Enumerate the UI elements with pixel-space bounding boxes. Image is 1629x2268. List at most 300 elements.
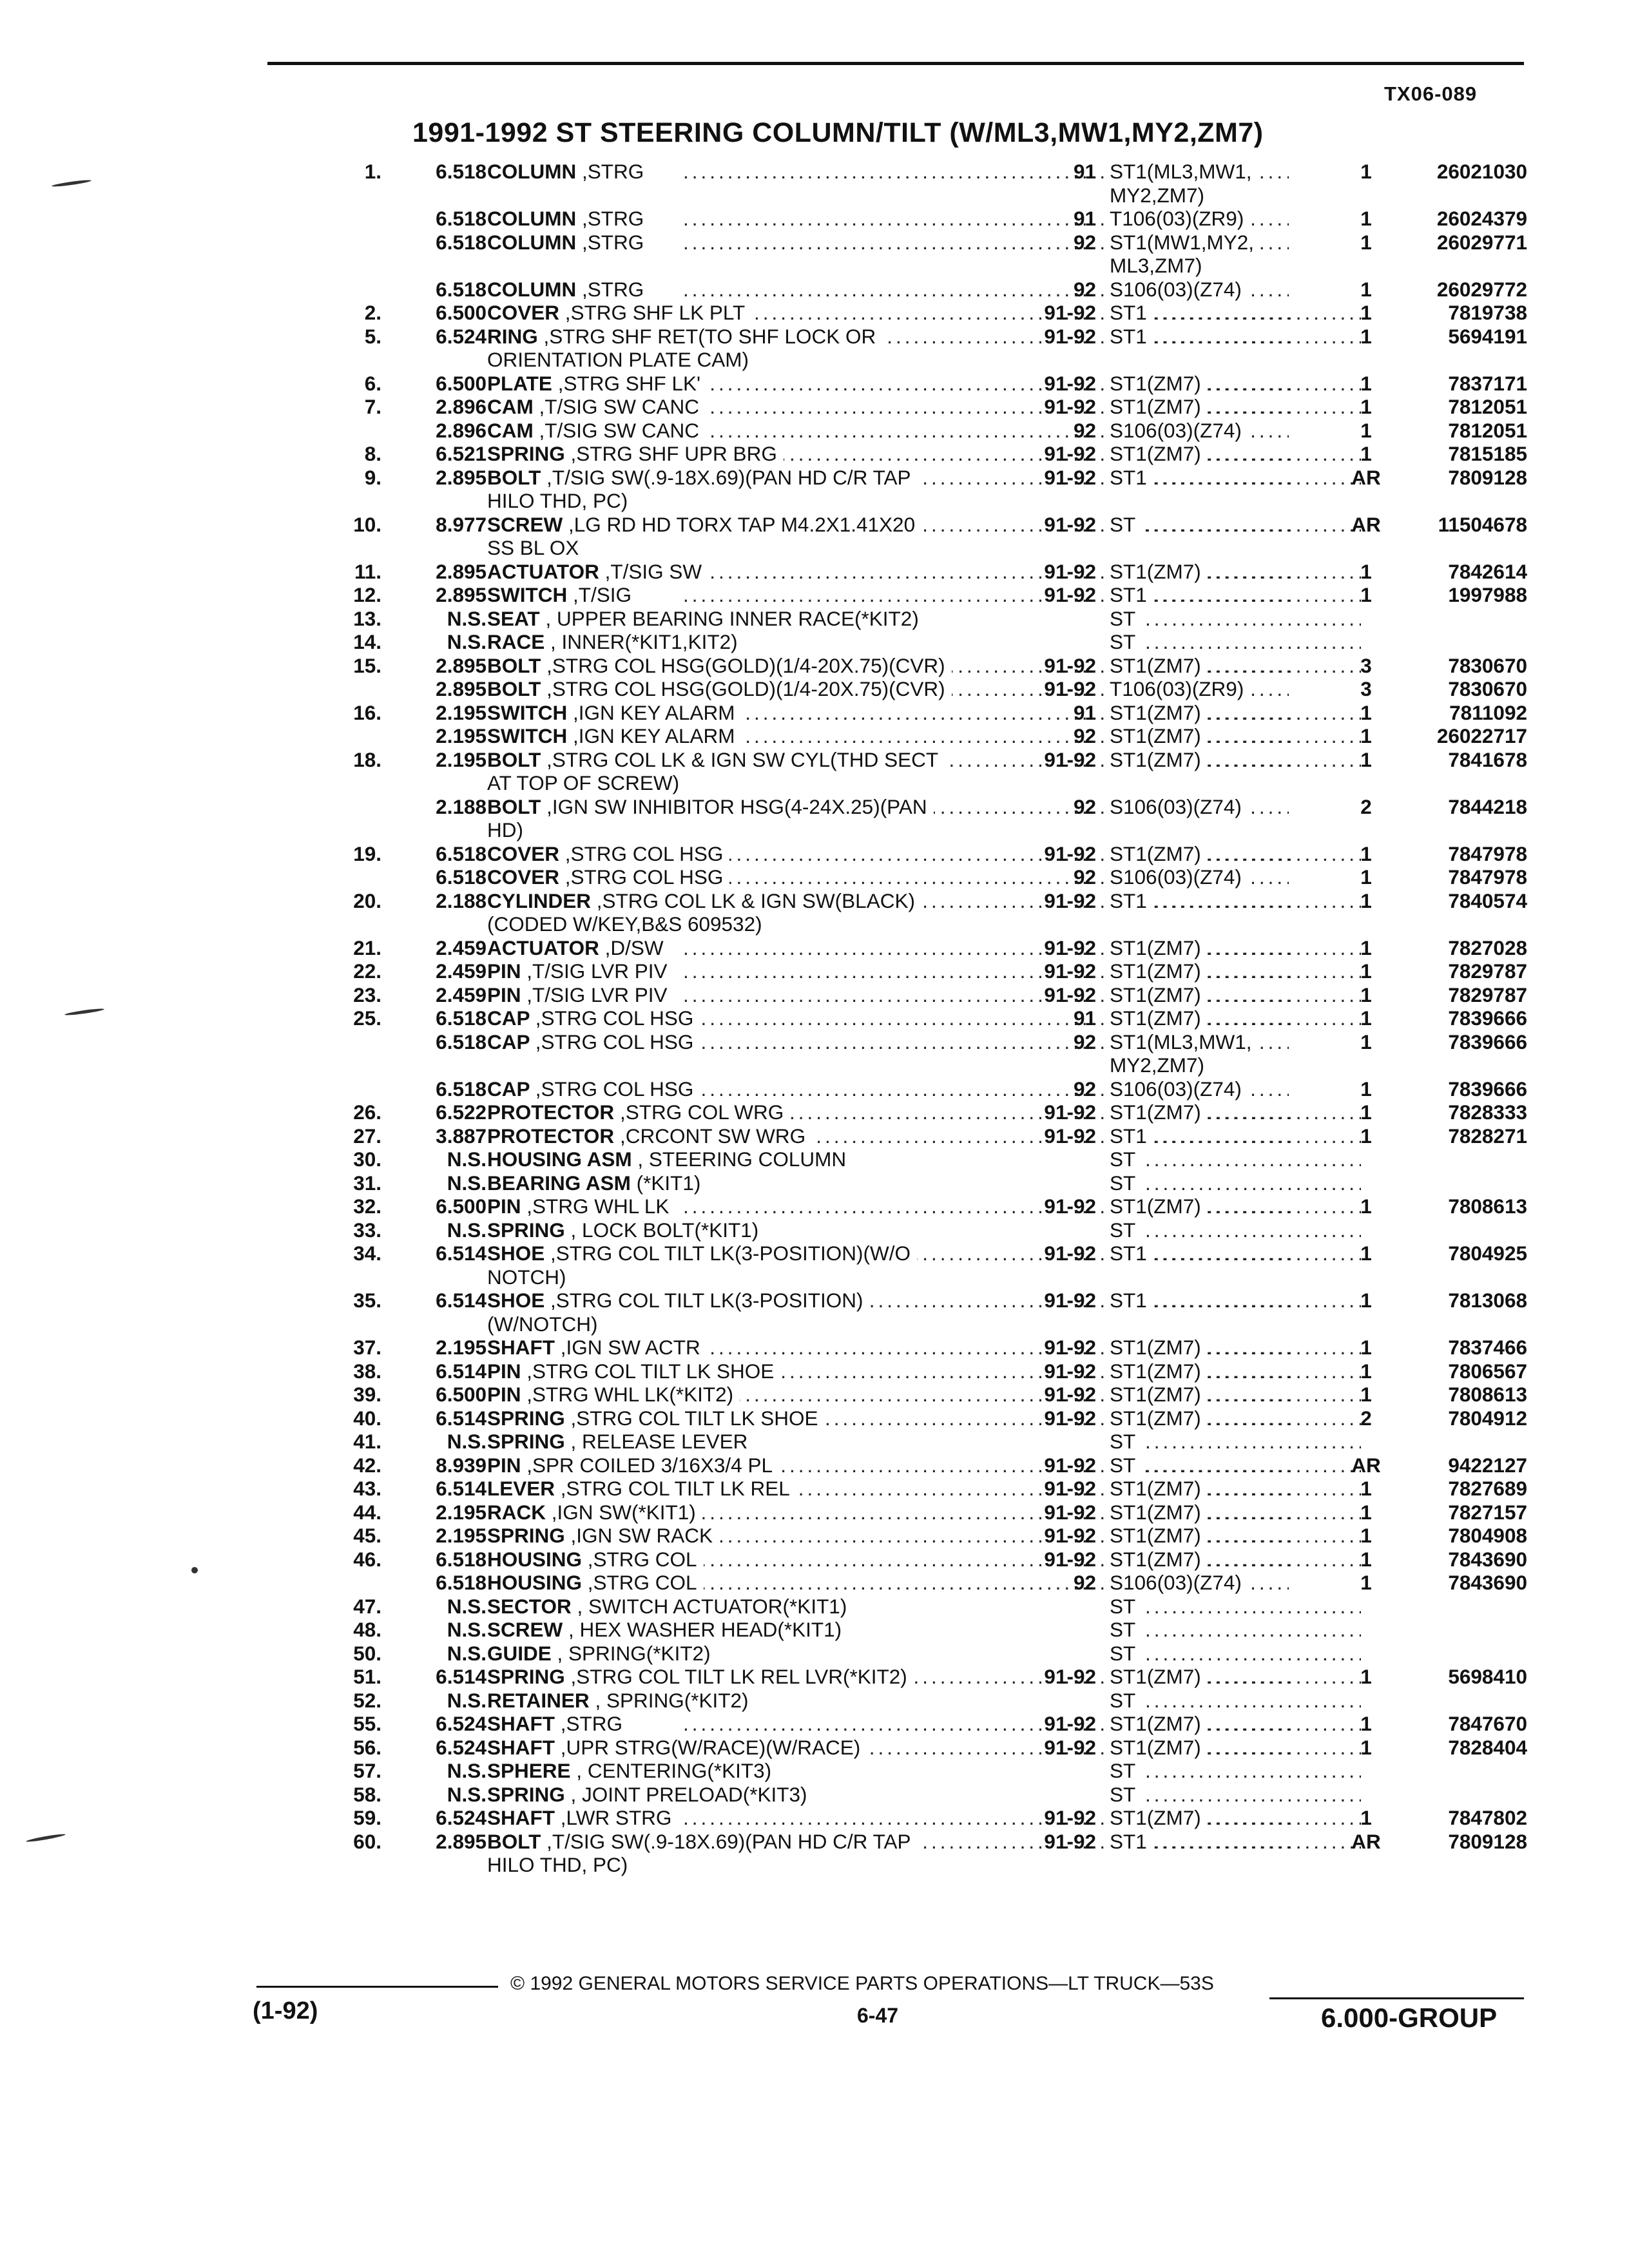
- part-detail: ,STRG: [582, 160, 644, 183]
- model-code: T106(03)(ZR9): [1110, 207, 1249, 231]
- part-description: [487, 1712, 629, 1736]
- group-number: 6.518: [436, 1077, 487, 1100]
- group-number: 2.195: [436, 1500, 487, 1524]
- model-code: ST: [1110, 1430, 1141, 1454]
- model-years: 91-92: [1044, 559, 1096, 583]
- part-detail: ,UPR STRG(W/RACE)(W/RACE): [560, 1735, 861, 1759]
- part-name: HOUSING: [487, 1571, 583, 1594]
- quantity: 1: [1360, 230, 1372, 254]
- item-number: 25.: [353, 1006, 381, 1030]
- model-years: 91-92: [1044, 1712, 1096, 1735]
- part-name: COVER: [487, 301, 560, 324]
- model-years: 91-92: [1044, 1735, 1096, 1759]
- part-detail: ,STRG COL WRG: [619, 1100, 784, 1124]
- quantity: AR: [1351, 1453, 1381, 1477]
- item-number: 15.: [353, 653, 381, 677]
- quantity: AR: [1351, 465, 1381, 489]
- part-name: SPHERE: [487, 1759, 571, 1782]
- table-row: [284, 513, 1534, 537]
- quantity: 1: [1360, 1242, 1372, 1265]
- part-detail: ,IGN KEY ALARM: [573, 724, 735, 747]
- group-number: N.S.: [447, 630, 487, 653]
- part-number: 7815185: [1448, 442, 1527, 465]
- part-name: BOLT: [487, 653, 541, 677]
- model-years: 91: [1073, 1006, 1096, 1030]
- part-detail: , LOCK BOLT(*KIT1): [570, 1218, 759, 1242]
- part-number: 7806567: [1448, 1359, 1527, 1383]
- group-label: 6.000-GROUP: [1321, 2003, 1498, 2033]
- item-number: 10.: [353, 512, 381, 536]
- part-description: [487, 1806, 678, 1830]
- table-row: [284, 1053, 1534, 1077]
- part-detail: (CODED W/KEY,B&S 609532): [487, 912, 762, 936]
- model-years: 92: [1073, 418, 1096, 442]
- part-number: 7837466: [1448, 1336, 1527, 1359]
- margin-mark: [191, 1567, 198, 1573]
- part-description: [487, 1242, 917, 1265]
- part-detail: HILO THD, PC): [487, 489, 628, 512]
- table-row: [284, 936, 1534, 960]
- group-number: 6.518: [436, 1006, 487, 1030]
- group-number: 8.977: [436, 512, 487, 536]
- model-code: ST1: [1110, 889, 1152, 913]
- table-row: [284, 1806, 1534, 1830]
- quantity: 1: [1360, 747, 1372, 771]
- part-detail: ,T/SIG SW: [604, 559, 702, 583]
- item-number: 32.: [353, 1195, 381, 1218]
- item-number: 52.: [353, 1688, 381, 1712]
- part-name: ACTUATOR: [487, 559, 599, 583]
- group-number: 6.500: [436, 301, 487, 324]
- model-years: 91-92: [1044, 677, 1096, 700]
- quantity: 1: [1360, 1195, 1372, 1218]
- table-row: [284, 983, 1534, 1007]
- part-detail: ,STRG WHL LK(*KIT2): [526, 1383, 734, 1406]
- model-code: ST1(ZM7): [1110, 701, 1206, 725]
- model-years: 91-92: [1044, 747, 1096, 771]
- model-code: ST1: [1110, 301, 1152, 325]
- quantity: 1: [1360, 983, 1372, 1006]
- part-name: COVER: [487, 841, 560, 865]
- part-number: 7827157: [1448, 1500, 1527, 1524]
- part-number: 26029772: [1436, 277, 1527, 301]
- table-row: [284, 771, 1534, 795]
- part-number: 7812051: [1448, 395, 1527, 418]
- part-description: [487, 325, 882, 349]
- group-number: N.S.: [447, 1782, 487, 1806]
- part-description: [487, 1454, 779, 1477]
- model-code: ST: [1110, 1689, 1141, 1713]
- part-detail: , INNER(*KIT1,KIT2): [550, 630, 738, 653]
- part-detail: ,IGN SW RACK: [570, 1524, 713, 1547]
- part-description: [487, 1595, 853, 1619]
- part-description: [487, 1265, 572, 1289]
- item-number: 47.: [353, 1594, 381, 1618]
- part-description: [487, 1830, 918, 1854]
- part-description: [487, 983, 674, 1007]
- part-name: BOLT: [487, 465, 541, 489]
- part-detail: ,STRG SHF RET(TO SHF LOCK OR: [543, 324, 876, 348]
- part-number: 7827689: [1448, 1477, 1527, 1500]
- table-row: [284, 630, 1534, 654]
- part-detail: ,T/SIG SW CANC: [539, 418, 700, 442]
- item-number: 41.: [353, 1430, 381, 1453]
- group-number: 2.896: [436, 395, 487, 418]
- part-name: RETAINER: [487, 1688, 590, 1712]
- part-description: [487, 536, 585, 560]
- model-years: 92: [1073, 1030, 1096, 1053]
- part-name: COLUMN: [487, 277, 577, 301]
- table-row: [284, 419, 1534, 443]
- group-number: 6.518: [436, 1547, 487, 1571]
- part-name: LEVER: [487, 1477, 555, 1500]
- model-code: ST1(ML3,MW1,: [1110, 1030, 1257, 1054]
- part-description: [487, 395, 706, 419]
- table-row: [284, 1830, 1534, 1854]
- dot-leader: [1110, 1454, 1361, 1477]
- part-number: 7839666: [1448, 1077, 1527, 1100]
- dot-leader: [1110, 630, 1361, 654]
- item-number: 14.: [353, 630, 381, 653]
- part-detail: , SWITCH ACTUATOR(*KIT1): [577, 1594, 847, 1618]
- part-description: [487, 889, 921, 913]
- part-name: SPRING: [487, 1430, 565, 1453]
- part-name: PIN: [487, 1359, 521, 1383]
- quantity: 1: [1360, 936, 1372, 959]
- table-row: [284, 1571, 1534, 1595]
- part-number: 26021030: [1436, 160, 1527, 183]
- group-number: 2.459: [436, 936, 487, 959]
- item-number: 35.: [353, 1289, 381, 1312]
- quantity: 1: [1360, 1383, 1372, 1406]
- table-row: [284, 724, 1534, 748]
- table-row: [284, 1100, 1534, 1124]
- part-name: SPRING: [487, 1406, 565, 1430]
- part-description: [487, 1360, 780, 1383]
- part-description: [487, 748, 945, 772]
- part-number: 26029771: [1436, 230, 1527, 254]
- model-code: ST1(ZM7): [1110, 936, 1206, 960]
- item-number: 40.: [353, 1406, 381, 1430]
- margin-mark: [52, 179, 92, 188]
- part-detail: , SPRING(*KIT2): [557, 1641, 711, 1665]
- model-code: ST: [1110, 1218, 1141, 1242]
- model-years: 91: [1073, 207, 1096, 230]
- part-number: 7812051: [1448, 418, 1527, 442]
- table-row: [284, 1853, 1534, 1877]
- part-detail: , JOINT PRELOAD(*KIT3): [570, 1782, 807, 1806]
- quantity: 1: [1360, 559, 1372, 583]
- part-description: [487, 1853, 634, 1877]
- group-number: 6.514: [436, 1359, 487, 1383]
- part-number: 7844218: [1448, 794, 1527, 818]
- part-detail: ,STRG SHF UPR BRG: [570, 442, 777, 465]
- quantity: 1: [1360, 724, 1372, 747]
- group-number: N.S.: [447, 1171, 487, 1195]
- part-detail: ,STRG: [582, 230, 644, 254]
- item-number: 42.: [353, 1453, 381, 1477]
- item-number: 46.: [353, 1547, 381, 1571]
- group-number: N.S.: [447, 1641, 487, 1665]
- model-code: ST1(ZM7): [1110, 1477, 1206, 1501]
- part-detail: , CENTERING(*KIT3): [576, 1759, 772, 1782]
- group-number: 2.895: [436, 583, 487, 606]
- part-detail: HD): [487, 818, 523, 841]
- item-number: 13.: [353, 606, 381, 630]
- group-number: N.S.: [447, 1618, 487, 1641]
- model-code: ST1: [1110, 1289, 1152, 1312]
- model-code: ST1(ZM7): [1110, 395, 1206, 419]
- table-row: [284, 1736, 1534, 1760]
- part-number: 7843690: [1448, 1571, 1527, 1594]
- page-title: 1991-1992 ST STEERING COLUMN/TILT (W/ML3,MW1,MY2,ZM7): [412, 117, 1264, 148]
- table-row: [284, 1124, 1534, 1148]
- part-name: PIN: [487, 1453, 521, 1477]
- item-number: 43.: [353, 1477, 381, 1500]
- group-number: 2.895: [436, 677, 487, 700]
- model-years: 91-92: [1044, 1806, 1096, 1829]
- table-row: [284, 1595, 1534, 1619]
- table-row: [284, 1006, 1534, 1030]
- model-code: ST1(ZM7): [1110, 372, 1206, 396]
- part-description: [487, 842, 729, 866]
- table-row: [284, 677, 1534, 701]
- table-row: [284, 1171, 1534, 1195]
- part-description: [487, 1148, 853, 1171]
- group-number: 8.939: [436, 1453, 487, 1477]
- group-number: 2.195: [436, 700, 487, 724]
- part-name: COVER: [487, 865, 560, 889]
- quantity: 3: [1360, 677, 1372, 700]
- model-years: 91-92: [1044, 1547, 1096, 1571]
- model-code: ST1: [1110, 583, 1152, 607]
- model-code: S106(03)(Z74): [1110, 419, 1247, 443]
- dot-leader: [1110, 1430, 1361, 1454]
- item-number: 7.: [364, 395, 381, 418]
- group-number: 6.524: [436, 1712, 487, 1735]
- part-number: 7843690: [1448, 1547, 1527, 1571]
- quantity: 1: [1360, 841, 1372, 865]
- quantity: 1: [1360, 583, 1372, 606]
- part-name: BOLT: [487, 677, 541, 700]
- part-description: [487, 818, 530, 842]
- model-code: ST1(ZM7): [1110, 1736, 1206, 1760]
- item-number: 58.: [353, 1782, 381, 1806]
- item-number: 50.: [353, 1641, 381, 1665]
- part-detail: ,LWR STRG: [560, 1806, 672, 1829]
- model-years: 91-92: [1044, 1100, 1096, 1124]
- item-number: 57.: [353, 1759, 381, 1782]
- table-row: [284, 654, 1534, 678]
- item-number: 6.: [364, 371, 381, 395]
- part-name: SHAFT: [487, 1712, 555, 1735]
- model-code: ST1(ZM7): [1110, 1407, 1206, 1430]
- group-number: 6.518: [436, 207, 487, 230]
- item-number: 1.: [364, 160, 381, 183]
- part-description: [487, 724, 742, 748]
- table-row: [284, 959, 1534, 983]
- part-detail: ,T/SIG SW(.9-18X.69)(PAN HD C/R TAP: [546, 465, 911, 489]
- footer-rule-left: [256, 1986, 498, 1988]
- quantity: 1: [1360, 1006, 1372, 1030]
- model-code: MY2,ZM7): [1110, 1053, 1210, 1077]
- part-name: CAP: [487, 1006, 530, 1030]
- model-code: ST1(ZM7): [1110, 983, 1206, 1007]
- part-name: HOUSING: [487, 1547, 583, 1571]
- item-number: 55.: [353, 1712, 381, 1735]
- group-number: 6.518: [436, 865, 487, 889]
- quantity: 1: [1360, 1571, 1372, 1594]
- dot-leader: [1110, 1171, 1361, 1195]
- part-detail: AT TOP OF SCREW): [487, 771, 680, 794]
- part-description: [487, 677, 952, 701]
- part-number: 7839666: [1448, 1006, 1527, 1030]
- part-detail: , SPRING(*KIT2): [595, 1688, 749, 1712]
- part-description: [487, 771, 686, 795]
- part-description: [487, 1077, 700, 1101]
- dot-leader: [1110, 1218, 1361, 1242]
- model-years: 91-92: [1044, 301, 1096, 324]
- model-years: 91-92: [1044, 653, 1096, 677]
- item-number: 8.: [364, 442, 381, 465]
- copyright-line: © 1992 GENERAL MOTORS SERVICE PARTS OPERATIONS—LT TRUCK—53S: [510, 1973, 1214, 1994]
- quantity: 1: [1360, 371, 1372, 395]
- part-number: 7809128: [1448, 1829, 1527, 1853]
- table-row: [284, 1712, 1534, 1736]
- part-detail: ,STRG: [582, 277, 644, 301]
- group-number: N.S.: [447, 1759, 487, 1782]
- table-row: [284, 1195, 1534, 1218]
- item-number: 9.: [364, 465, 381, 489]
- group-number: 2.895: [436, 653, 487, 677]
- document-code: TX06-089: [1384, 82, 1478, 105]
- quantity: 1: [1360, 1665, 1372, 1688]
- part-detail: ,STRG COL HSG: [535, 1006, 694, 1030]
- model-years: 91-92: [1044, 1500, 1096, 1524]
- group-number: 3.887: [436, 1124, 487, 1148]
- table-row: [284, 1618, 1534, 1642]
- table-row: [284, 1312, 1534, 1336]
- part-description: [487, 1289, 869, 1312]
- model-years: 91: [1073, 700, 1096, 724]
- group-number: N.S.: [447, 1430, 487, 1453]
- part-description: [487, 865, 729, 889]
- part-number: 7830670: [1448, 677, 1527, 700]
- model-years: 92: [1073, 724, 1096, 747]
- quantity: 1: [1360, 1500, 1372, 1524]
- model-code: ST1: [1110, 1124, 1152, 1148]
- table-row: [284, 536, 1534, 560]
- model-code: ST: [1110, 1618, 1141, 1642]
- part-detail: ,STRG COL TILT LK REL LVR(*KIT2): [570, 1665, 907, 1688]
- part-description: [487, 1171, 707, 1195]
- part-number: 7813068: [1448, 1289, 1527, 1312]
- item-number: 60.: [353, 1829, 381, 1853]
- part-description: [487, 1218, 765, 1242]
- model-code: ST1(ZM7): [1110, 1501, 1206, 1524]
- quantity: 1: [1360, 1524, 1372, 1547]
- part-number: 7840574: [1448, 889, 1527, 912]
- part-detail: ,T/SIG SW CANC: [539, 395, 700, 418]
- item-number: 20.: [353, 889, 381, 912]
- part-detail: ,CRCONT SW WRG: [619, 1124, 806, 1148]
- part-description: [487, 1195, 675, 1218]
- part-description: [487, 1312, 604, 1336]
- group-number: 6.514: [436, 1242, 487, 1265]
- part-description: [487, 1689, 755, 1713]
- model-code: ST1(ZM7): [1110, 748, 1206, 772]
- model-years: 91-92: [1044, 936, 1096, 959]
- part-description: [487, 912, 769, 936]
- model-years: 91-92: [1044, 1383, 1096, 1406]
- quantity: 2: [1360, 1406, 1372, 1430]
- table-row: [284, 748, 1534, 772]
- part-detail: , HEX WASHER HEAD(*KIT1): [568, 1618, 842, 1641]
- part-number: 7837171: [1448, 371, 1527, 395]
- table-row: [284, 1265, 1534, 1289]
- group-number: 2.195: [436, 1524, 487, 1547]
- parts-table: [284, 160, 1534, 1877]
- group-number: 6.514: [436, 1665, 487, 1688]
- part-name: RING: [487, 324, 538, 348]
- part-detail: ,IGN SW ACTR: [560, 1336, 700, 1359]
- item-number: 33.: [353, 1218, 381, 1242]
- table-row: [284, 1783, 1534, 1807]
- item-number: 23.: [353, 983, 381, 1006]
- part-description: [487, 301, 751, 325]
- group-number: 6.518: [436, 277, 487, 301]
- model-code: ST: [1110, 1642, 1141, 1666]
- part-name: SPRING: [487, 1524, 565, 1547]
- item-number: 5.: [364, 324, 381, 348]
- part-description: [487, 795, 934, 819]
- model-years: 91-92: [1044, 1406, 1096, 1430]
- part-description: [487, 1501, 702, 1524]
- part-name: SPRING: [487, 442, 565, 465]
- part-number: 7827028: [1448, 936, 1527, 959]
- part-description: [487, 1383, 740, 1407]
- part-name: CYLINDER: [487, 889, 592, 912]
- model-code: ST: [1110, 1759, 1141, 1783]
- part-detail: ,STRG SHF LK': [557, 371, 700, 395]
- quantity: 1: [1360, 1289, 1372, 1312]
- model-code: ST: [1110, 1148, 1141, 1171]
- model-years: 91-92: [1044, 841, 1096, 865]
- part-detail: ,T/SIG LVR PIV: [526, 983, 668, 1006]
- model-code: ST1(ZM7): [1110, 1665, 1206, 1689]
- quantity: 1: [1360, 395, 1372, 418]
- group-number: 2.459: [436, 983, 487, 1006]
- item-number: 34.: [353, 1242, 381, 1265]
- group-number: 2.195: [436, 724, 487, 747]
- model-code: ST1(ZM7): [1110, 1195, 1206, 1218]
- part-description: [487, 160, 650, 184]
- part-name: BOLT: [487, 1829, 541, 1853]
- part-number: 7839666: [1448, 1030, 1527, 1053]
- table-row: [284, 395, 1534, 419]
- table-row: [284, 372, 1534, 396]
- table-row: [284, 254, 1534, 278]
- part-description: [487, 1571, 704, 1595]
- model-years: 91-92: [1044, 1336, 1096, 1359]
- group-number: 2.195: [436, 1336, 487, 1359]
- part-detail: ,STRG COL HSG: [535, 1030, 694, 1053]
- part-detail: ORIENTATION PLATE CAM): [487, 348, 749, 371]
- model-years: 91-92: [1044, 1359, 1096, 1383]
- item-number: 51.: [353, 1665, 381, 1688]
- part-detail: ,STRG COL HSG(GOLD)(1/4-20X.75)(CVR): [546, 653, 945, 677]
- part-description: [487, 1548, 704, 1571]
